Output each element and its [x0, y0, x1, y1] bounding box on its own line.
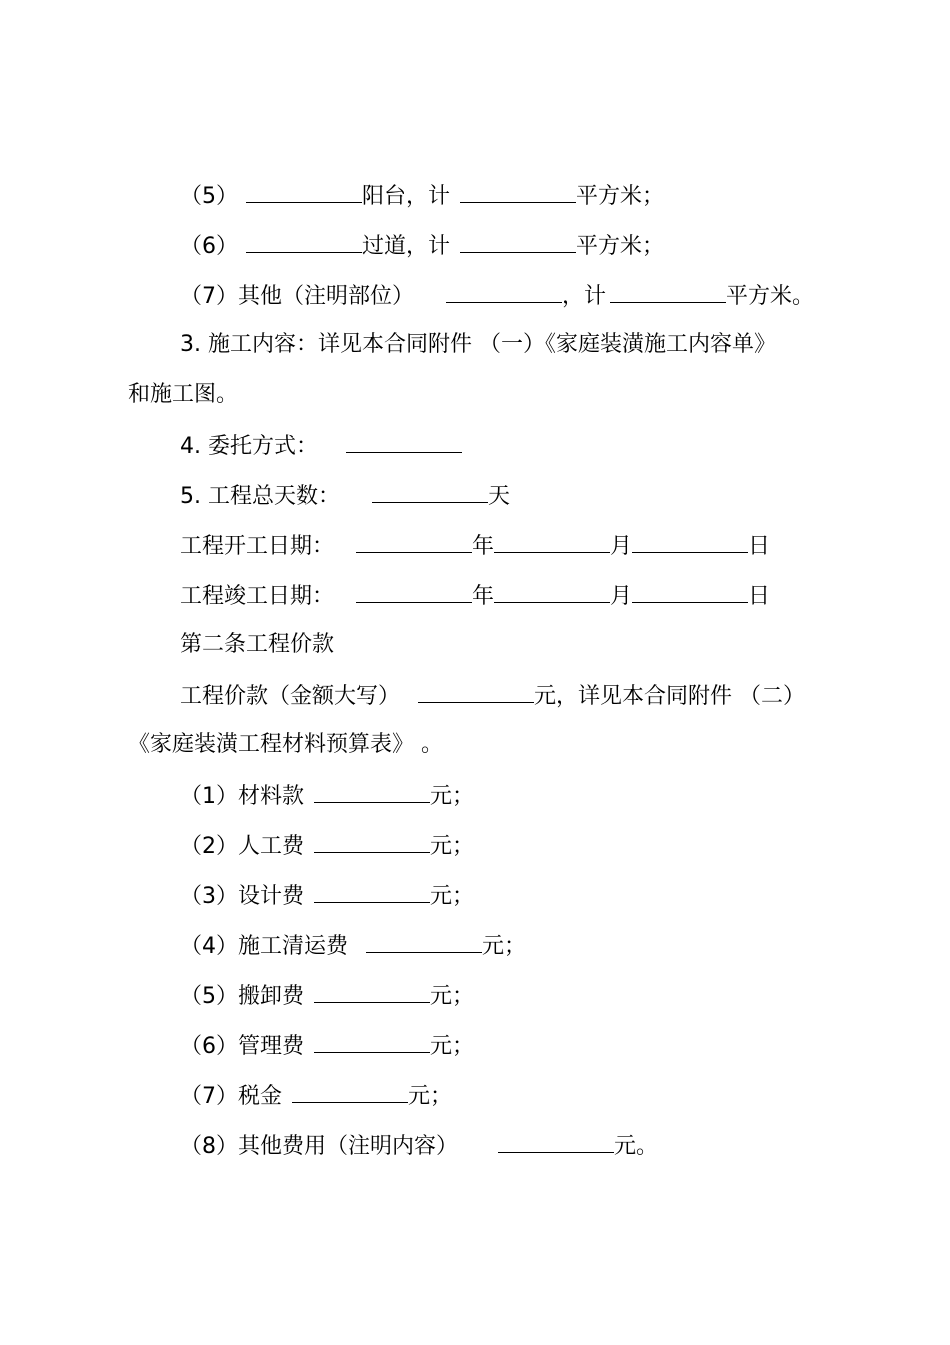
year-label: 年	[472, 584, 495, 609]
area-mid-label: ，计	[562, 284, 607, 309]
cost-unit: 元。	[614, 1134, 659, 1159]
month-field[interactable]	[494, 580, 610, 603]
clause-3-continuation	[128, 380, 238, 410]
clause-3-construction-content	[180, 330, 776, 360]
area-place-label: 其他（注明部位）	[238, 284, 415, 309]
blank-field[interactable]	[292, 1080, 408, 1103]
price-label: 工程价款（金额大写）	[180, 684, 401, 709]
blank-field[interactable]	[314, 830, 430, 853]
cost-label: 其他费用（注明内容）	[238, 1134, 459, 1159]
item-number: （1）	[180, 784, 238, 809]
cost-label: 管理费	[238, 1034, 305, 1059]
blank-field[interactable]	[314, 1030, 430, 1053]
cost-item	[180, 980, 474, 1010]
year-field[interactable]	[356, 580, 472, 603]
blank-field[interactable]	[346, 430, 462, 453]
cost-unit: 元；	[408, 1084, 453, 1109]
price-continuation	[128, 730, 443, 760]
cost-unit: 元；	[430, 784, 475, 809]
blank-field[interactable]	[418, 680, 534, 703]
clause-text: 3. 施工内容：详见本合同附件 （一）《家庭装潢施工内容单》	[180, 332, 776, 357]
blank-field[interactable]	[610, 280, 726, 303]
date-label: 工程竣工日期：	[180, 584, 335, 609]
blank-field[interactable]	[460, 230, 576, 253]
blank-field[interactable]	[314, 980, 430, 1003]
item-number: （7）	[180, 1084, 238, 1109]
month-label: 月	[610, 534, 633, 559]
cost-item	[180, 1130, 658, 1160]
price-tail: 元，详见本合同附件 （二）	[534, 684, 806, 709]
heading-text: 第二条工程价款	[180, 632, 335, 657]
cost-item	[180, 930, 526, 960]
cost-unit: 元；	[430, 834, 475, 859]
day-field[interactable]	[632, 530, 748, 553]
item-number: （6）	[180, 1034, 238, 1059]
area-place-label: 过道，计	[362, 234, 451, 259]
area-item-balcony	[180, 180, 664, 210]
blank-field[interactable]	[246, 230, 362, 253]
year-field[interactable]	[356, 530, 472, 553]
clause-4-commission-method	[180, 430, 462, 460]
area-unit: 平方米；	[576, 184, 665, 209]
item-number: （6）	[180, 234, 238, 259]
cost-label: 材料款	[238, 784, 305, 809]
month-field[interactable]	[494, 530, 610, 553]
cost-label: 设计费	[238, 884, 305, 909]
cost-item	[180, 1080, 452, 1110]
day-label: 日	[748, 584, 771, 609]
start-date-row	[180, 530, 770, 560]
date-label: 工程开工日期：	[180, 534, 335, 559]
price-row	[180, 680, 805, 710]
month-label: 月	[610, 584, 633, 609]
blank-field[interactable]	[372, 480, 488, 503]
blank-field[interactable]	[446, 280, 562, 303]
cost-unit: 元；	[430, 1034, 475, 1059]
item-number: （8）	[180, 1134, 238, 1159]
area-item-other	[180, 280, 814, 310]
area-place-label: 阳台，计	[362, 184, 451, 209]
area-item-corridor	[180, 230, 664, 260]
cost-unit: 元；	[482, 934, 527, 959]
item-number: （7）	[180, 284, 238, 309]
cost-label: 搬卸费	[238, 984, 305, 1009]
cost-label: 施工清运费	[238, 934, 349, 959]
article-2-heading	[180, 630, 334, 660]
cost-item	[180, 830, 474, 860]
blank-field[interactable]	[366, 930, 482, 953]
end-date-row	[180, 580, 770, 610]
day-field[interactable]	[632, 580, 748, 603]
day-label: 日	[748, 534, 771, 559]
cost-unit: 元；	[430, 884, 475, 909]
item-number: （5）	[180, 184, 238, 209]
blank-field[interactable]	[460, 180, 576, 203]
item-number: （5）	[180, 984, 238, 1009]
price-cont-text: 《家庭装潢工程材料预算表》 。	[128, 732, 443, 757]
unit-label: 天	[487, 484, 510, 509]
clause-label: 5. 工程总天数：	[180, 484, 340, 509]
blank-field[interactable]	[314, 880, 430, 903]
cost-item	[180, 780, 474, 810]
cost-label: 税金	[238, 1084, 283, 1109]
item-number: （4）	[180, 934, 238, 959]
cost-item	[180, 1030, 474, 1060]
cost-label: 人工费	[238, 834, 305, 859]
year-label: 年	[472, 534, 495, 559]
blank-field[interactable]	[498, 1130, 614, 1153]
area-unit: 平方米；	[576, 234, 665, 259]
area-unit: 平方米。	[726, 284, 815, 309]
item-number: （2）	[180, 834, 238, 859]
cost-item	[180, 880, 474, 910]
blank-field[interactable]	[246, 180, 362, 203]
clause-text: 和施工图。	[128, 382, 239, 407]
clause-label: 4. 委托方式：	[180, 434, 318, 459]
clause-5-total-days	[180, 480, 510, 510]
item-number: （3）	[180, 884, 238, 909]
blank-field[interactable]	[314, 780, 430, 803]
cost-unit: 元；	[430, 984, 475, 1009]
